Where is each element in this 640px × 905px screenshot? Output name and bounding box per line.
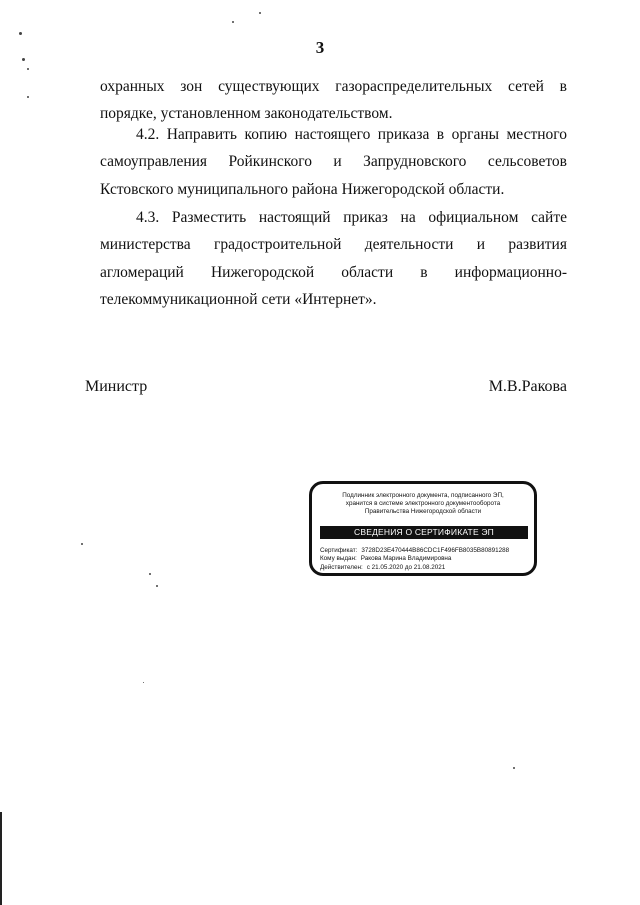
scan-speck (81, 543, 83, 545)
issued-to-label: Кому выдан: (320, 555, 357, 563)
signatory-name: М.В.Ракова (488, 378, 567, 395)
scan-speck (27, 96, 29, 98)
paragraph-4-2: 4.2. Направить копию настоящего приказа в органы местного самоуправления Ройкинского и Запрудновского сельсоветов Кстовского муниципального района Нижегородской области. (100, 126, 567, 198)
issued-to-value: Ракова Марина Владимировна (360, 555, 452, 563)
stamp-note-line: Подлинник электронного документа, подписанного ЭП, (342, 492, 504, 499)
certificate-label: Сертификат: (320, 547, 358, 554)
scan-speck (143, 682, 144, 683)
electronic-signature-stamp (309, 481, 537, 576)
paragraph-4-3: 4.3. Разместить настоящий приказ на официальном сайте министерства градостроительной деятельности и развития агломераций Нижегородской области в информационно-телекоммуникационной сети «Интернет». (100, 209, 567, 309)
scan-speck (232, 21, 234, 23)
certificate-row (320, 547, 530, 555)
page-number: 3 (315, 38, 325, 57)
signatory-title: Министр (85, 378, 148, 395)
scan-edge (0, 812, 2, 905)
certificate-value: 3728D23E470444B86CDC1F496FB8035B80891288 (361, 547, 510, 554)
certificate-details (320, 547, 530, 572)
stamp-note-line: Правительства Нижегородской области (364, 508, 482, 515)
stamp-note-line: хранится в системе электронного документооборота (345, 500, 501, 507)
scan-speck (149, 573, 151, 575)
scan-speck (27, 68, 29, 70)
paragraph-continuation: охранных зон существующих газораспределительных сетей в порядке, установленном законодательством. (100, 78, 567, 123)
scan-speck (22, 58, 25, 61)
scan-speck (513, 767, 515, 769)
stamp-header: СВЕДЕНИЯ О СЕРТИФИКАТЕ ЭП (320, 526, 528, 539)
issued-to-row (320, 555, 530, 563)
validity-value: с 21.05.2020 до 21.08.2021 (366, 563, 446, 571)
validity-label: Действителен: (320, 563, 363, 571)
scan-speck (19, 32, 22, 35)
validity-row (320, 564, 530, 572)
scan-speck (156, 585, 158, 587)
stamp-note (312, 492, 534, 516)
scan-speck (259, 12, 261, 14)
